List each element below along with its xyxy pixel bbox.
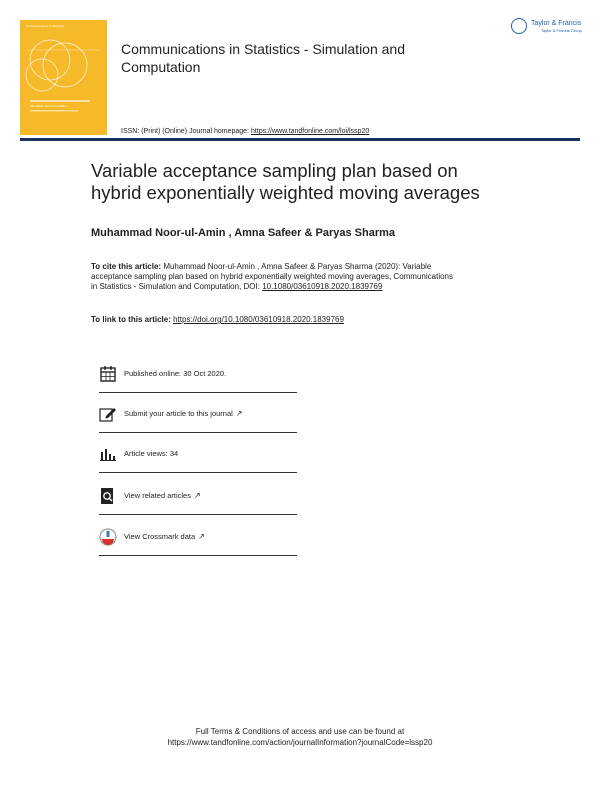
issn-prefix: ISSN: (Print) (Online) Journal homepage: — [121, 128, 251, 135]
article-title: Variable acceptance sampling plan based on hybrid exponentially weighted moving averages — [91, 160, 480, 203]
article-link-label: To link to this article: — [91, 315, 174, 324]
article-authors: Muhammad Noor-ul-Amin , Amna Safeer & Paryas Sharma — [91, 227, 396, 239]
cover-title: Communications in Statistics — [26, 24, 65, 28]
footer — [0, 726, 600, 748]
related-articles-link[interactable] — [124, 491, 201, 500]
related-articles-icon — [99, 487, 117, 505]
cover-brand: Taylor & Francis — [70, 144, 92, 148]
related-articles-label: View related articles — [124, 491, 191, 500]
external-link-icon: ↗ — [235, 409, 243, 418]
edit-icon — [99, 405, 117, 423]
publisher-logo-name: Taylor & Francis — [531, 20, 582, 27]
journal-title: Communications in Statistics - Simulation and Computation — [121, 41, 406, 75]
published-row — [99, 354, 297, 393]
submit-row[interactable] — [99, 394, 297, 433]
calendar-icon — [99, 365, 117, 383]
external-link-icon: ↗ — [198, 532, 205, 541]
published-date: Published online: 30 Oct 2020. — [124, 369, 227, 378]
citation-text: Muhammad Noor-ul-Amin , Amna Safeer & Paryas Sharma (2020): Variable acceptance sampling plan based on hybrid exponentially weighted moving averages, Communications in Statistics - Simulation and Computation, DOI: — [91, 262, 453, 291]
article-link-line — [91, 315, 344, 324]
article-views: Article views: 34 — [124, 449, 179, 458]
related-row[interactable] — [99, 476, 297, 515]
cover-subtitle: Simulation and Computation — [30, 104, 68, 108]
external-link-icon: ↗ — [193, 491, 201, 500]
views-row — [99, 434, 297, 473]
submit-article-label: Submit your article to this journal — [124, 409, 233, 418]
cover-artwork — [20, 20, 107, 135]
publisher-logo-icon — [511, 18, 527, 34]
journal-homepage-link[interactable]: https://www.tandfonline.com/loi/lssp20 — [250, 128, 370, 135]
citation-doi-link[interactable]: 10.1080/03610918.2020.1839769 — [262, 282, 383, 291]
publisher-logo-group: Taylor & Francis Group — [541, 28, 582, 33]
crossmark-link[interactable] — [124, 532, 205, 541]
header-divider — [20, 138, 580, 141]
bar-chart-icon — [99, 445, 117, 463]
citation-label: To cite this article: — [91, 262, 164, 271]
footer-journal-info-link[interactable]: https://www.tandfonline.com/action/journalInformation?journalCode=lssp20 — [167, 738, 433, 747]
footer-terms-text: Full Terms & Conditions of access and use can be found at — [195, 727, 405, 736]
crossmark-label: View Crossmark data — [124, 532, 196, 541]
submit-article-link[interactable] — [124, 409, 243, 418]
crossmark-row[interactable] — [99, 517, 297, 556]
article-doi-link[interactable]: https://doi.org/10.1080/03610918.2020.1839769 — [173, 315, 344, 324]
citation-block — [91, 262, 461, 292]
crossmark-icon — [99, 528, 117, 546]
issn-line — [121, 128, 369, 135]
journal-cover-image — [20, 20, 107, 148]
